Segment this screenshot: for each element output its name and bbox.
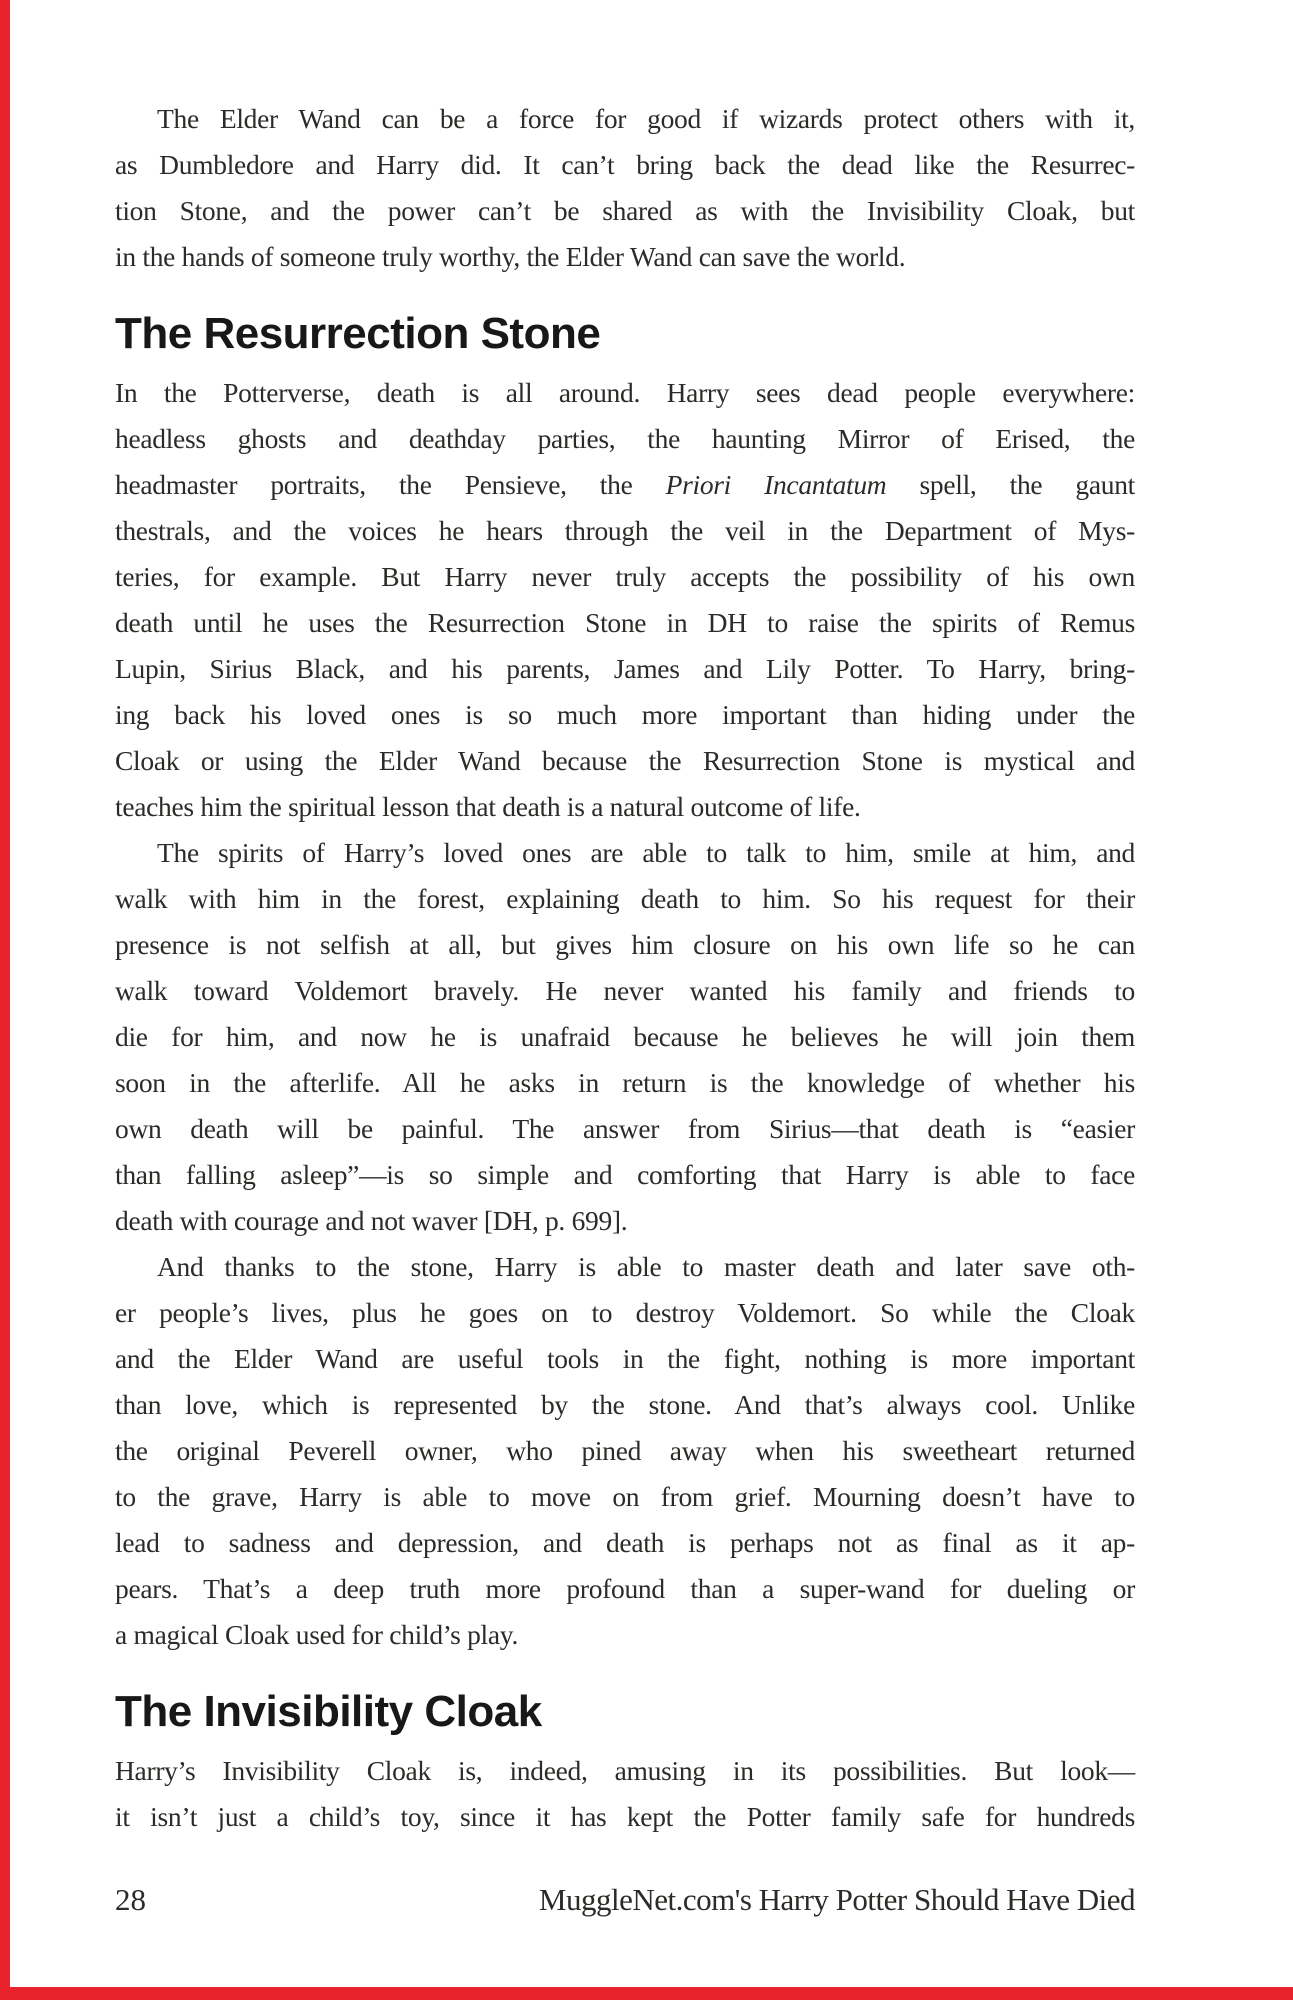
text-line: And thanks to the stone, Harry is able to master death and later save oth-	[157, 1251, 1135, 1282]
text-line: headless ghosts and deathday parties, the haunting Mirror of Erised, the	[115, 423, 1135, 454]
page-footer	[115, 1880, 1135, 1920]
text-line: die for him, and now he is unafraid because he believes he will join them	[115, 1021, 1135, 1052]
text-line: thestrals, and the voices he hears through the veil in the Department of Mys-	[115, 515, 1135, 546]
text-line: Cloak or using the Elder Wand because the Resurrection Stone is mystical and	[115, 745, 1135, 776]
text-line: er people’s lives, plus he goes on to destroy Voldemort. So while the Cloak	[115, 1297, 1135, 1328]
text-line: teaches him the spiritual lesson that death is a natural outcome of life.	[115, 791, 861, 822]
text-line: Lupin, Sirius Black, and his parents, James and Lily Potter. To Harry, bring-	[115, 653, 1135, 684]
bottom-edge-strip	[0, 1987, 1293, 2000]
paragraph	[115, 830, 1135, 1244]
text-line: to the grave, Harry is able to move on from grief. Mourning doesn’t have to	[115, 1481, 1135, 1512]
paragraph	[115, 1244, 1135, 1658]
text-line: Harry’s Invisibility Cloak is, indeed, amusing in its possibilities. But look—	[115, 1755, 1135, 1786]
paragraph	[115, 96, 1135, 280]
text-line: headmaster portraits, the Pensieve, the Priori Incantatum spell, the gaunt	[115, 469, 1135, 500]
text-line: In the Potterverse, death is all around. Harry sees dead people everywhere:	[115, 377, 1135, 408]
left-edge-strip	[0, 0, 10, 2000]
text-line: death until he uses the Resurrection Stone in DH to raise the spirits of Remus	[115, 607, 1135, 638]
text-line: and the Elder Wand are useful tools in the fight, nothing is more important	[115, 1343, 1135, 1374]
section-heading: The Invisibility Cloak	[115, 1687, 542, 1736]
running-title: MuggleNet.com's Harry Potter Should Have Died	[538, 1882, 1135, 1917]
paragraph	[115, 1748, 1135, 1840]
body-text	[115, 96, 1135, 1840]
text-line: a magical Cloak used for child’s play.	[115, 1619, 519, 1650]
text-line: ing back his loved ones is so much more important than hiding under the	[115, 699, 1135, 730]
text-line: it isn’t just a child’s toy, since it has kept the Potter family safe for hundreds	[115, 1801, 1135, 1832]
text-line: The spirits of Harry’s loved ones are able to talk to him, smile at him, and	[157, 837, 1135, 868]
text-line: than love, which is represented by the stone. And that’s always cool. Unlike	[115, 1389, 1135, 1420]
text-line: death with courage and not waver [DH, p. 699].	[115, 1205, 628, 1236]
text-line: tion Stone, and the power can’t be shared as with the Invisibility Cloak, but	[115, 195, 1135, 226]
text-line: pears. That’s a deep truth more profound than a super-wand for dueling or	[115, 1573, 1135, 1604]
text-line: The Elder Wand can be a force for good if wizards protect others with it,	[157, 103, 1135, 134]
text-line: own death will be painful. The answer from Sirius—that death is “easier	[115, 1113, 1135, 1144]
paragraph	[115, 370, 1135, 830]
text-line: presence is not selfish at all, but gives him closure on his own life so he can	[115, 929, 1135, 960]
text-line: in the hands of someone truly worthy, the Elder Wand can save the world.	[115, 241, 906, 272]
section-heading: The Resurrection Stone	[115, 309, 601, 358]
text-line: than falling asleep”—is so simple and comforting that Harry is able to face	[115, 1159, 1135, 1190]
text-line: lead to sadness and depression, and death is perhaps not as final as it ap-	[115, 1527, 1135, 1558]
text-line: as Dumbledore and Harry did. It can’t bring back the dead like the Resurrec-	[115, 149, 1135, 180]
text-line: walk toward Voldemort bravely. He never wanted his family and friends to	[115, 975, 1135, 1006]
text-line: soon in the afterlife. All he asks in return is the knowledge of whether his	[115, 1067, 1135, 1098]
page-number: 28	[115, 1882, 146, 1917]
text-line: walk with him in the forest, explaining death to him. So his request for their	[115, 883, 1135, 914]
text-line: teries, for example. But Harry never truly accepts the possibility of his own	[115, 561, 1135, 592]
text-line: the original Peverell owner, who pined away when his sweetheart returned	[115, 1435, 1135, 1466]
